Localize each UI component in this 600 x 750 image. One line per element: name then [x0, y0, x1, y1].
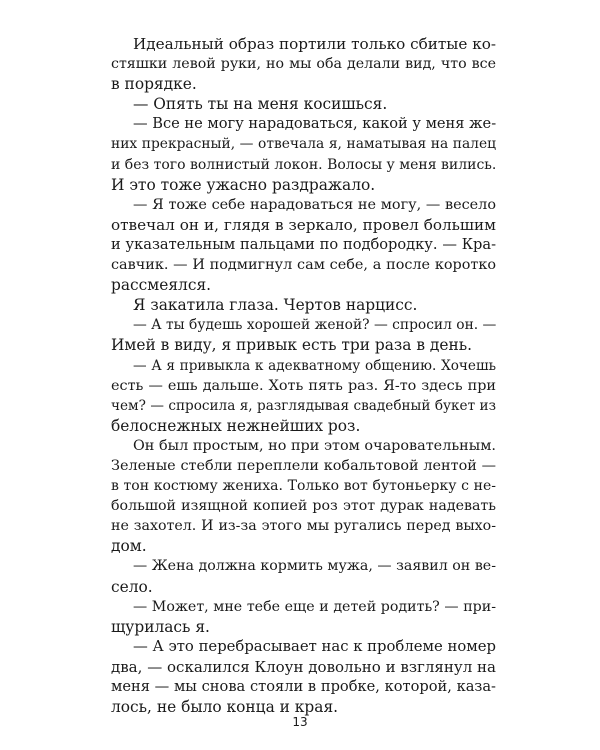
text-line: — Опять ты на меня косишься.: [133, 95, 388, 114]
text-line: рассмеялся.: [111, 276, 212, 295]
text-line: и без того волнистый локон. Волосы у меня вились.: [111, 156, 497, 173]
text-line: стяшки левой руки, но мы оба делали вид, что все: [111, 56, 496, 73]
text-line: и указательным пальцами по подбородку. — Кра-: [111, 235, 496, 253]
text-line: чем? — спросила я, разглядывая свадебный букет из: [111, 397, 496, 414]
text-line: — Все не могу нарадоваться, какой у меня же-: [133, 115, 497, 133]
text-line: Зеленые стебли переплели кобальтовой лентой —: [111, 457, 496, 474]
text-line: — Я тоже себе нарадоваться не могу, — весело: [133, 196, 496, 213]
text-line: савчик. — И подмигнул сам себе, а после коротко: [111, 257, 496, 274]
text-line: Я закатила глаза. Чертов нарцисс.: [133, 296, 418, 315]
page-number: 13: [292, 715, 308, 729]
text-line: в тон костюму жениха. Только вот бутоньерку с не-: [111, 478, 496, 495]
text-line: дом.: [111, 537, 147, 556]
text-line: — А ты будешь хорошей женой? — спросил он. —: [133, 317, 497, 334]
text-line: — Может, мне тебе еще и детей родить? — при-: [133, 598, 496, 615]
text-line: отвечал он и, глядя в зеркало, провел большим: [111, 215, 496, 234]
text-line: них прекрасный, — отвечала я, наматывая на палец: [111, 136, 496, 153]
page-text-body: [111, 34, 496, 717]
text-line: Имей в виду, я привык есть три раза в день.: [111, 336, 473, 355]
text-line: — А я привыкла к адекватному общению. Хочешь: [133, 357, 496, 374]
text-line: большой изящной копией роз этот дурак надевать: [111, 498, 496, 515]
text-line: есть — ешь дальше. Хоть пять раз. Я-то здесь при: [111, 377, 496, 394]
text-line: в порядке.: [111, 75, 197, 94]
text-line: не захотел. И из-за этого мы ругались перед выхо-: [111, 518, 496, 535]
text-line: село.: [111, 577, 153, 596]
text-line: белоснежных нежнейших роз.: [111, 416, 361, 435]
text-line: щурилась я.: [111, 617, 210, 636]
text-line: — А это перебрасывает нас к проблеме номер: [133, 637, 496, 655]
text-line: два, — оскалился Клоун довольно и взглянул на: [111, 657, 496, 676]
text-line: лось, не было конца и края.: [111, 698, 339, 717]
text-line: меня — мы снова стояли в пробке, которой, каза-: [111, 678, 496, 695]
text-line: — Жена должна кормить мужа, — заявил он ве-: [133, 558, 496, 575]
text-line: Идеальный образ портили только сбитые ко-: [133, 35, 496, 53]
text-line: Он был простым, но при этом очаровательным.: [133, 437, 496, 454]
text-line: И это тоже ужасно раздражало.: [111, 175, 376, 194]
